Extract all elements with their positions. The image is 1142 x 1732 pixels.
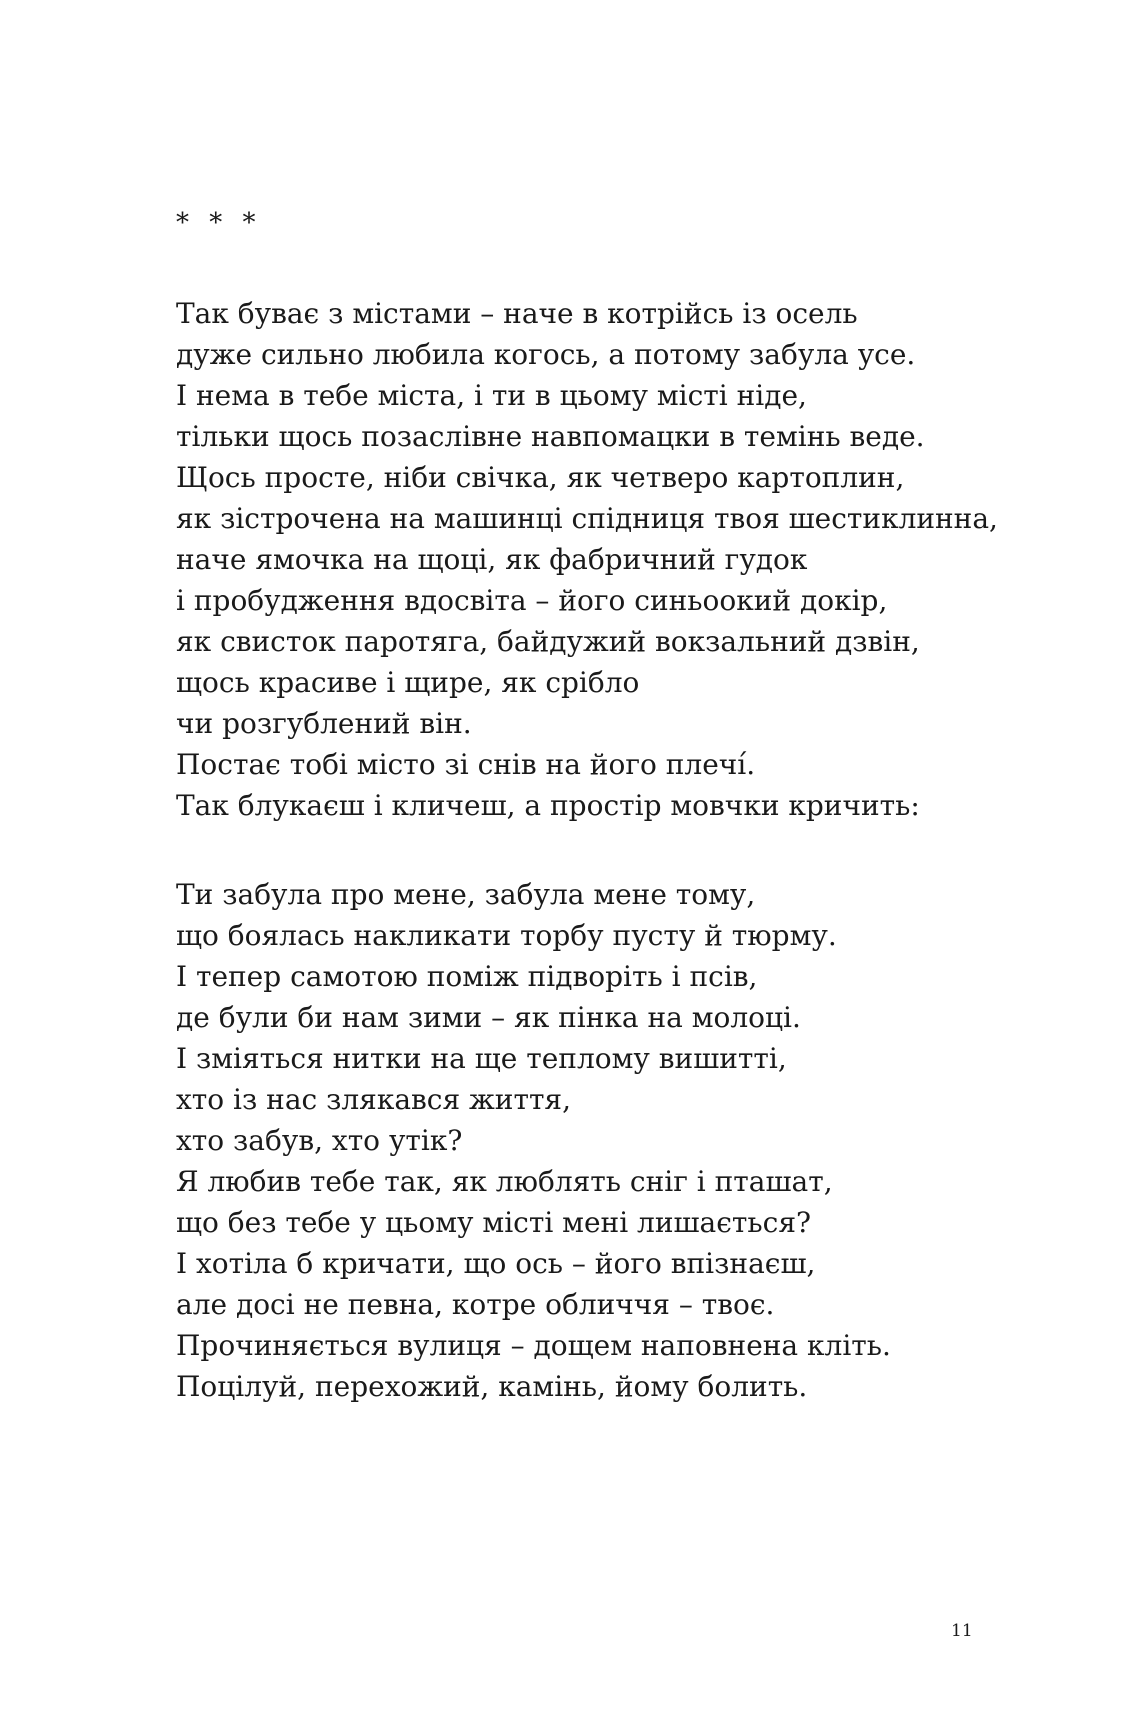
poem-line: щось красиве і щире, як срібло bbox=[176, 666, 640, 699]
poem-line: чи розгублений він. bbox=[176, 707, 472, 740]
poem-line: І тепер самотою поміж підворіть і псів, bbox=[176, 960, 758, 993]
poem-line: як свисток паротяга, байдужий вокзальний дзвін, bbox=[176, 625, 920, 658]
poem-line: де були би нам зими – як пінка на молоці. bbox=[176, 1001, 801, 1034]
poem-line: Я любив тебе так, як люблять сніг і пташат, bbox=[176, 1165, 833, 1198]
poem-line: тільки щось позаслівне навпомацки в темінь веде. bbox=[176, 420, 925, 453]
poem-line: що боялась накликати торбу пусту й тюрму. bbox=[176, 919, 837, 952]
poem-line: хто із нас злякався життя, bbox=[176, 1083, 571, 1116]
poem-line: Ти забула про мене, забула мене тому, bbox=[176, 878, 756, 911]
poem-line: але досі не певна, котре обличчя – твоє. bbox=[176, 1288, 775, 1321]
poem-line: Так блукаєш і кличеш, а простір мовчки кричить: bbox=[176, 789, 920, 822]
poem-line: наче ямочка на щоці, як фабричний гудок bbox=[176, 543, 808, 576]
poem-stanza-2 bbox=[176, 874, 1076, 1407]
poem-line: І зміяться нитки на ще теплому вишитті, bbox=[176, 1042, 787, 1075]
page-number: 11 bbox=[951, 1621, 973, 1641]
poem-line: І нема в тебе міста, і ти в цьому місті ніде, bbox=[176, 379, 807, 412]
poem-line: Поцілуй, перехожий, камінь, йому болить. bbox=[176, 1370, 808, 1403]
poem-stanza-1 bbox=[176, 293, 1076, 826]
poem-line: хто забув, хто утік? bbox=[176, 1124, 463, 1157]
poem-line: Так буває з містами – наче в котрійсь із осель bbox=[176, 297, 858, 330]
poem-line: Постає тобі місто зі снів на його плечі́. bbox=[176, 748, 756, 781]
poem-line: і пробудження вдосвіта – його синьоокий докір, bbox=[176, 584, 888, 617]
poem-line: І хотіла б кричати, що ось – його впізнаєш, bbox=[176, 1247, 816, 1280]
section-asterisms: * * * bbox=[176, 208, 262, 238]
poem-line: Щось просте, ніби свічка, як четверо картоплин, bbox=[176, 461, 905, 494]
poem-line: Прочиняється вулиця – дощем наповнена кліть. bbox=[176, 1329, 891, 1362]
poem-line: дуже сильно любила когось, а потому забула усе. bbox=[176, 338, 916, 371]
poem-line: як зістрочена на машинці спідниця твоя шестиклинна, bbox=[176, 502, 998, 535]
poem-line: що без тебе у цьому місті мені лишається? bbox=[176, 1206, 811, 1239]
